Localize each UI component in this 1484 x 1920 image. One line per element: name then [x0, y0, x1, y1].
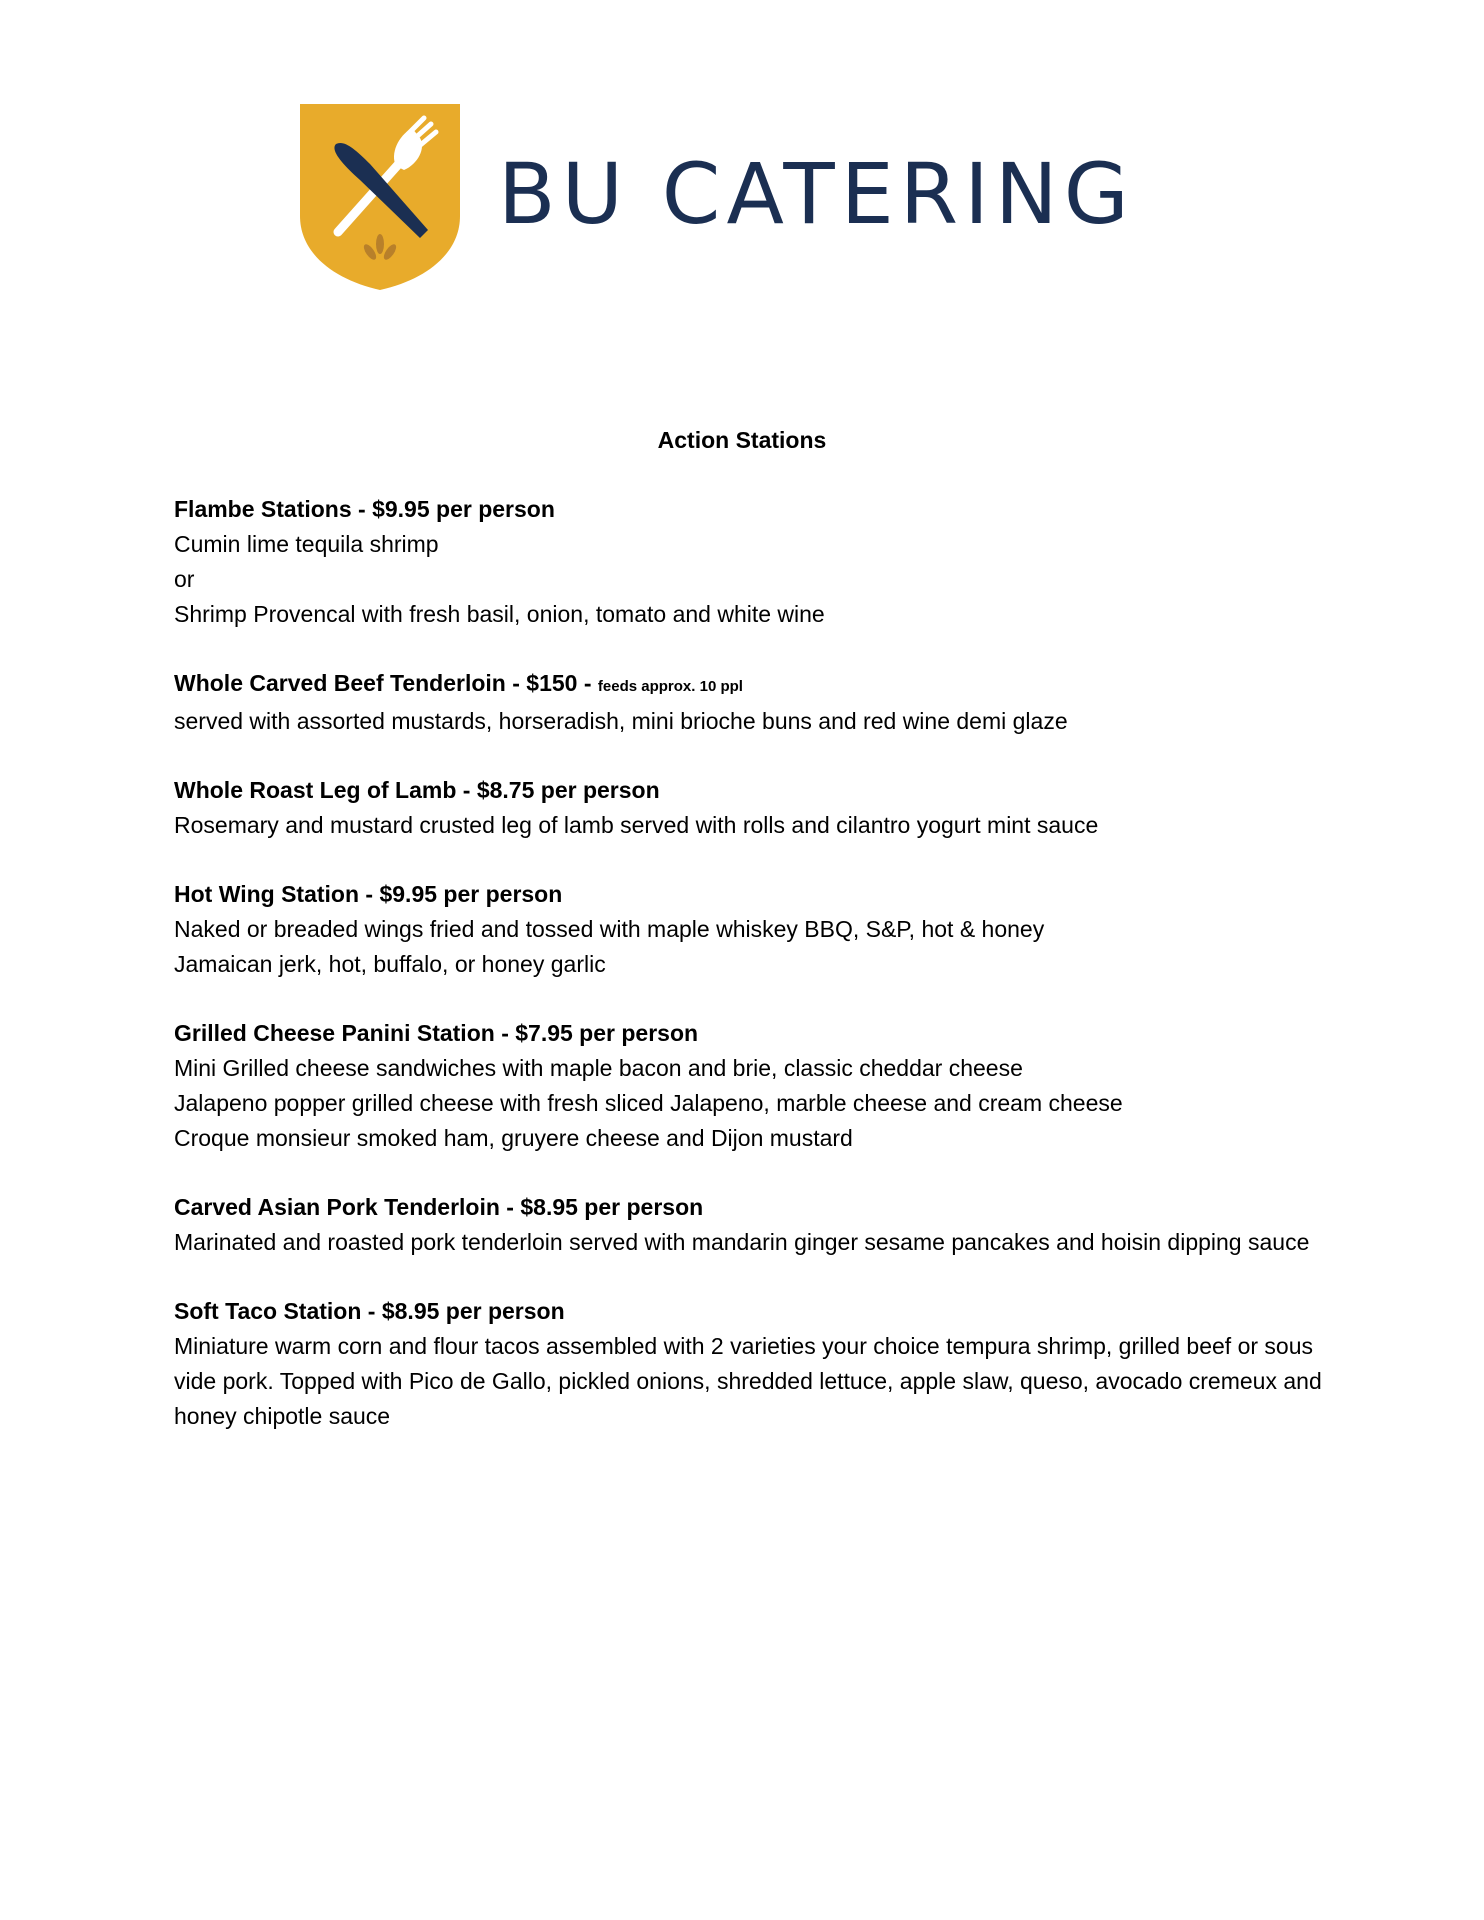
station-description: Jamaican jerk, hot, buffalo, or honey garlic: [174, 951, 606, 977]
station-beef-tenderloin: [174, 666, 1324, 739]
station-description: or: [174, 566, 195, 592]
station-heading: Carved Asian Pork Tenderloin - $8.95 per person: [174, 1194, 704, 1220]
station-description: Naked or breaded wings fried and tossed with maple whiskey BBQ, S&P, hot & honey: [174, 916, 1045, 942]
station-heading: Hot Wing Station - $9.95 per person: [174, 881, 563, 907]
station-description: Cumin lime tequila shrimp: [174, 531, 439, 557]
station-note: feeds approx. 10 ppl: [597, 678, 743, 695]
station-hot-wing: [174, 877, 1324, 982]
shield-knife-fork-wheat-icon: [300, 104, 460, 290]
station-soft-taco: [174, 1294, 1324, 1434]
station-list: [174, 492, 1324, 1468]
bu-catering-logo: [300, 104, 1160, 290]
station-leg-of-lamb: [174, 773, 1324, 843]
station-flambe: [174, 492, 1324, 632]
station-description: Miniature warm corn and flour tacos assembled with 2 varieties your choice tempura shrimp, grilled beef or sous vide pork. Topped with Pico de Gallo, pickled onions, shredded lettuce, apple slaw, queso, avocado cremeux and honey chipotle sauce: [174, 1333, 1322, 1429]
station-asian-pork: [174, 1190, 1324, 1260]
station-description: Croque monsieur smoked ham, gruyere cheese and Dijon mustard: [174, 1125, 853, 1151]
station-heading: Whole Carved Beef Tenderloin - $150 - feeds approx. 10 ppl: [174, 670, 743, 696]
station-heading: Soft Taco Station - $8.95 per person: [174, 1298, 565, 1324]
station-heading: Grilled Cheese Panini Station - $7.95 per person: [174, 1020, 699, 1046]
station-description: Marinated and roasted pork tenderloin served with mandarin ginger sesame pancakes and hoisin dipping sauce: [174, 1229, 1310, 1255]
station-description: Jalapeno popper grilled cheese with fresh sliced Jalapeno, marble cheese and cream cheese: [174, 1090, 1123, 1116]
station-heading: Flambe Stations - $9.95 per person: [174, 496, 555, 522]
station-description: served with assorted mustards, horseradish, mini brioche buns and red wine demi glaze: [174, 708, 1068, 734]
station-description: Shrimp Provencal with fresh basil, onion, tomato and white wine: [174, 601, 825, 627]
station-description: Mini Grilled cheese sandwiches with maple bacon and brie, classic cheddar cheese: [174, 1055, 1023, 1081]
page-title: Action Stations: [657, 427, 827, 453]
station-grilled-cheese: [174, 1016, 1324, 1156]
station-heading: Whole Roast Leg of Lamb - $8.75 per person: [174, 777, 660, 803]
brand-wordmark: BU CATERING: [498, 145, 1135, 243]
station-description: Rosemary and mustard crusted leg of lamb served with rolls and cilantro yogurt mint sauce: [174, 812, 1099, 838]
